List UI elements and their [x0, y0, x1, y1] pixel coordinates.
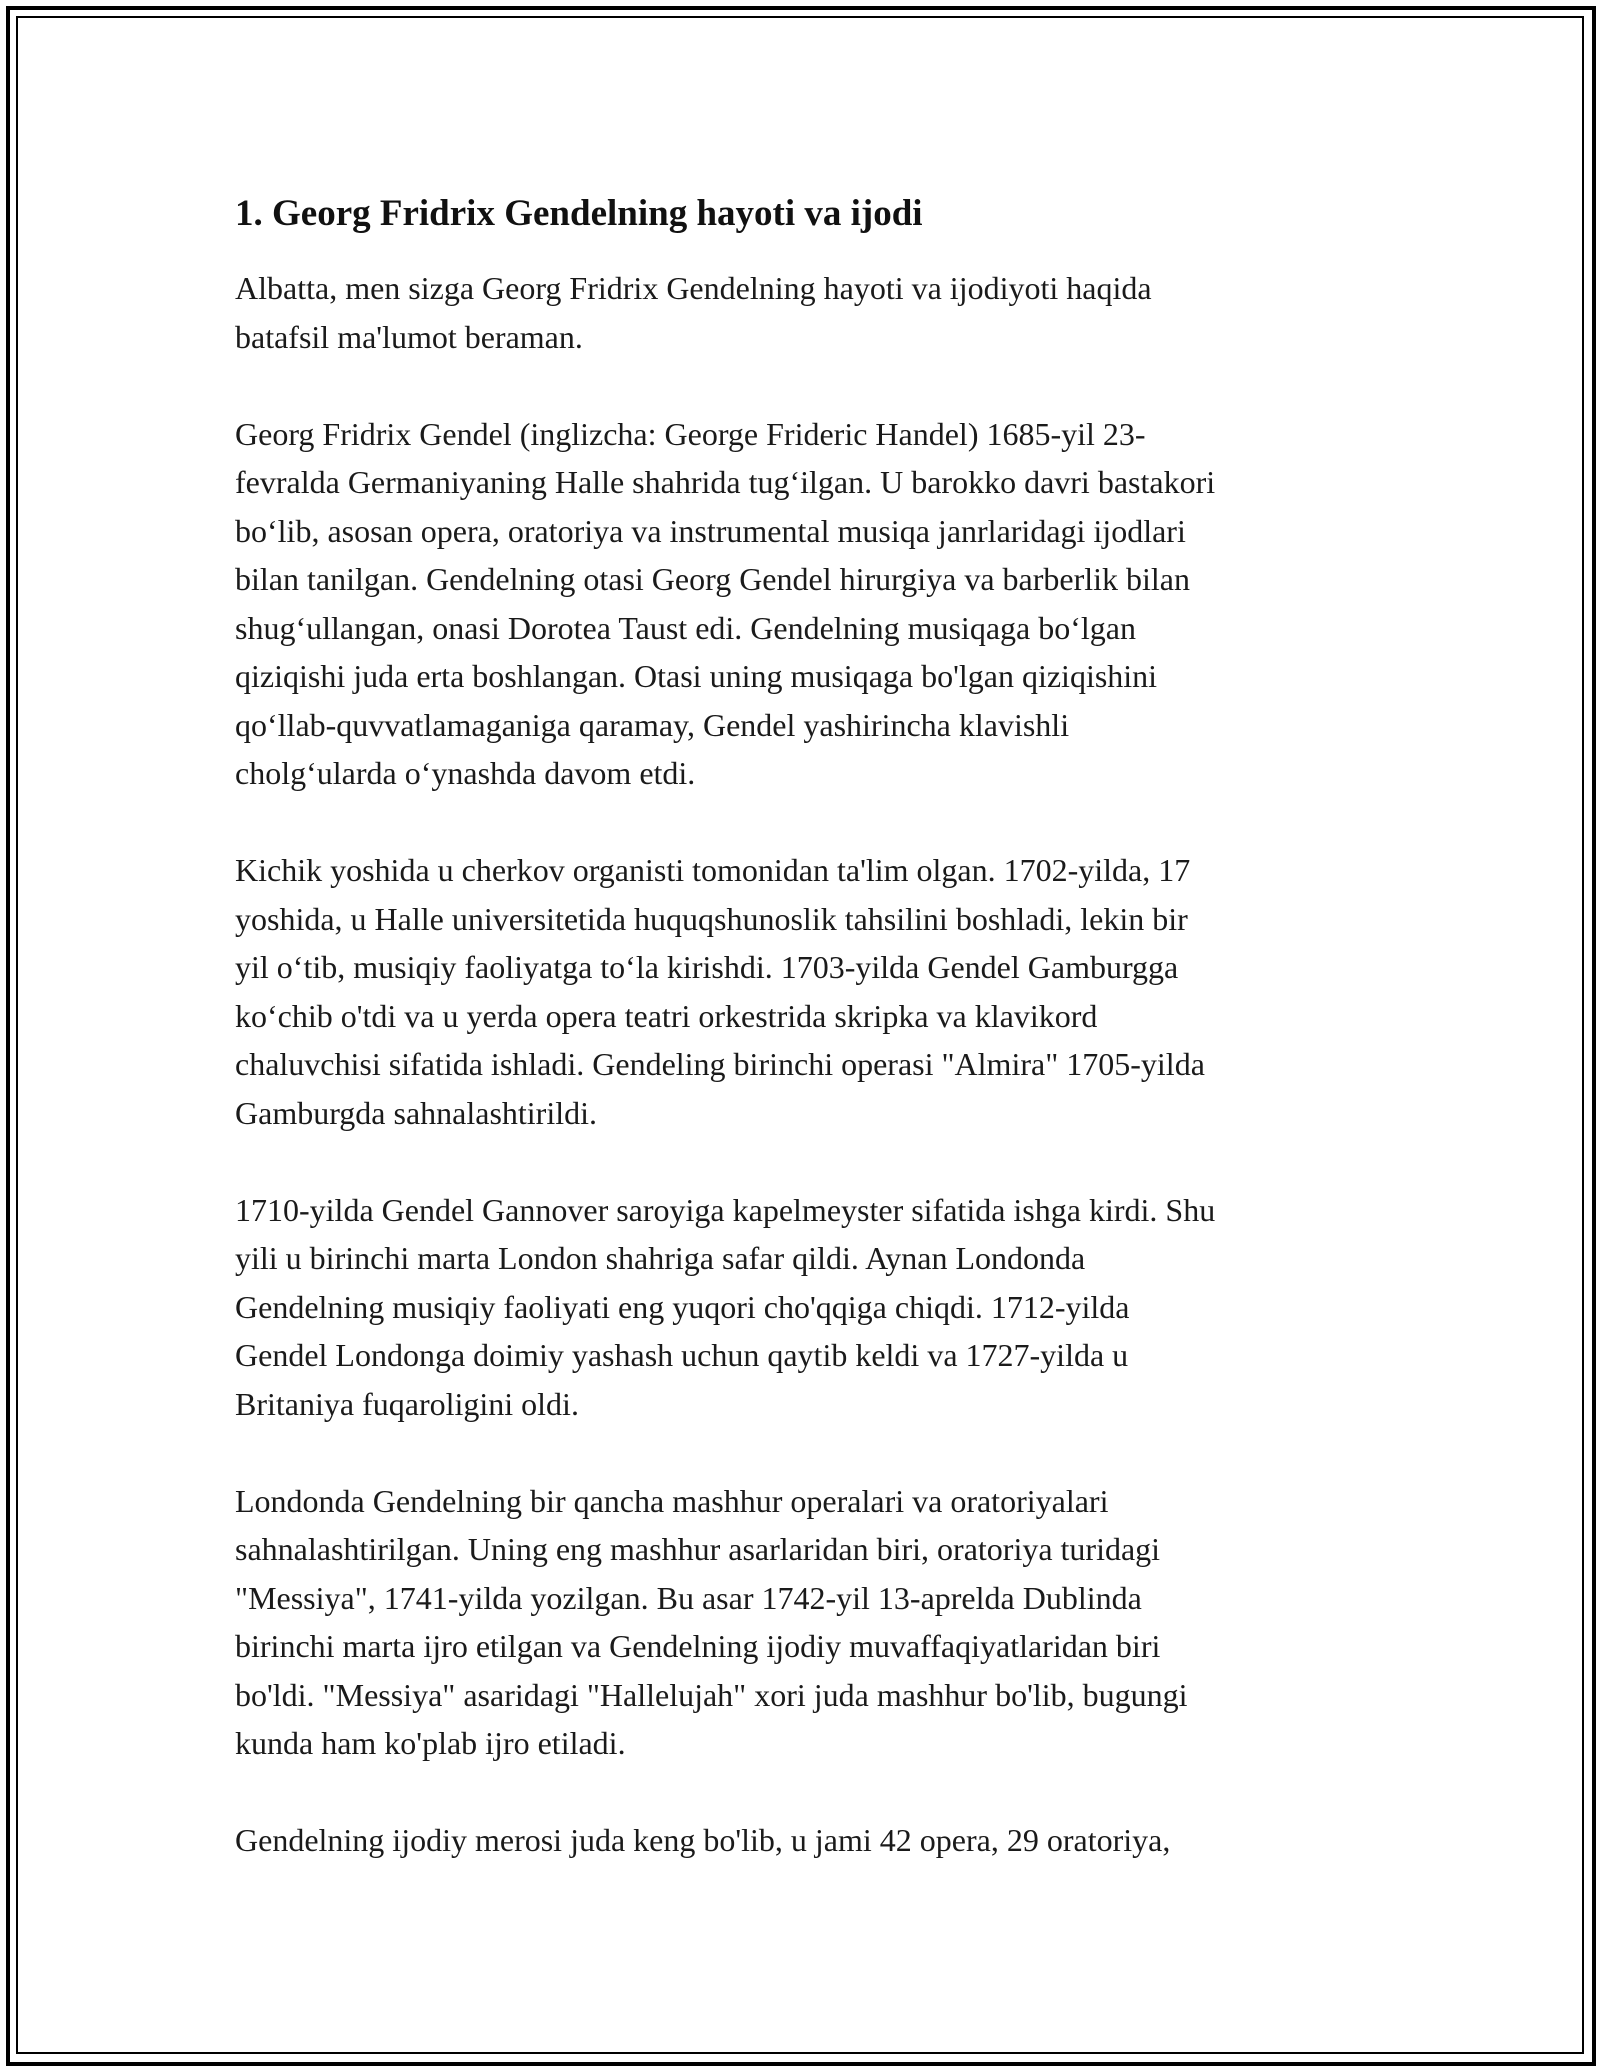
paragraph-london — [235, 1186, 1365, 1429]
text-line: yil o‘tib, musiqiy faoliyatga to‘la kirishdi. 1703-yilda Gendel Gamburgga — [235, 949, 1179, 985]
paragraph-early-life — [235, 410, 1365, 798]
page-title: 1. Georg Fridrix Gendelning hayoti va ijodi — [235, 193, 923, 234]
text-line: ko‘chib o'tdi va u yerda opera teatri orkestrida skripka va klavikord — [235, 997, 1098, 1034]
text-line: bilan tanilgan. Gendelning otasi Georg Gendel hirurgiya va barberlik bilan — [235, 561, 1190, 597]
text-line: qo‘llab-quvvatlamaganiga qaramay, Gendel yashirincha klavishli — [235, 706, 1070, 743]
document-body — [235, 186, 1365, 1913]
text-line: sahnalashtirilgan. Uning eng mashhur asarlaridan biri, oratoriya turidagi — [235, 1531, 1161, 1567]
text-line: Britaniya fuqaroligini oldi. — [235, 1385, 579, 1422]
text-line: birinchi marta ijro etilgan va Gendelning ijodiy muvaffaqiyatlaridan biri — [235, 1628, 1161, 1664]
text-line: Londonda Gendelning bir qancha mashhur operalari va oratoriyalari — [235, 1482, 1109, 1519]
text-line: yoshida, u Halle universitetida huquqshunoslik tahsilini boshladi, lekin bir — [235, 900, 1188, 937]
text-line: bo'ldi. "Messiya" asaridagi "Hallelujah" xori juda mashhur bo'lib, bugungi — [235, 1676, 1188, 1713]
text-line: "Messiya", 1741-yilda yozilgan. Bu asar 1742-yil 13-aprelda Dublinda — [235, 1579, 1142, 1616]
paragraph-intro — [235, 264, 1365, 361]
paragraph-messiah — [235, 1477, 1365, 1768]
text-line: cholg‘ularda o‘ynashda davom etdi. — [235, 755, 696, 791]
text-line: kunda ham ko'plab ijro etiladi. — [235, 1725, 626, 1761]
text-line: Gendelning musiqiy faoliyati eng yuqori cho'qqiga chiqdi. 1712-yilda — [235, 1288, 1130, 1325]
text-line: fevralda Germaniyaning Halle shahrida tug‘ilgan. U barokko davri bastakori — [235, 464, 1216, 500]
paragraph-education — [235, 846, 1365, 1137]
text-line: Albatta, men sizga Georg Fridrix Gendelning hayoti va ijodiyoti haqida — [235, 270, 1152, 306]
paragraph-legacy — [235, 1816, 1365, 1865]
text-line: Gamburgda sahnalashtirildi. — [235, 1094, 597, 1131]
text-line: qiziqishi juda erta boshlangan. Otasi uning musiqaga bo'lgan qiziqishini — [235, 658, 1158, 694]
text-line: yili u birinchi marta London shahriga safar qildi. Aynan Londonda — [235, 1240, 1086, 1276]
text-line: Kichik yoshida u cherkov organisti tomonidan ta'lim olgan. 1702-yilda, 17 — [235, 852, 1191, 888]
text-line: Gendelning ijodiy merosi juda keng bo'lib, u jami 42 opera, 29 oratoriya, — [235, 1822, 1171, 1858]
text-line: 1710-yilda Gendel Gannover saroyiga kapelmeyster sifatida ishga kirdi. Shu — [235, 1191, 1216, 1228]
text-line: shug‘ullangan, onasi Dorotea Taust edi. Gendelning musiqaga bo‘lgan — [235, 609, 1136, 646]
text-line: batafsil ma'lumot beraman. — [235, 318, 583, 355]
text-line: Georg Fridrix Gendel (inglizcha: George Frideric Handel) 1685-yil 23- — [235, 415, 1146, 452]
text-line: bo‘lib, asosan opera, oratoriya va instrumental musiqa janrlaridagi ijodlari — [235, 512, 1186, 549]
text-line: Gendel Londonga doimiy yashash uchun qaytib keldi va 1727-yilda u — [235, 1337, 1129, 1373]
text-line: chaluvchisi sifatida ishladi. Gendeling birinchi operasi "Almira" 1705-yilda — [235, 1046, 1205, 1082]
